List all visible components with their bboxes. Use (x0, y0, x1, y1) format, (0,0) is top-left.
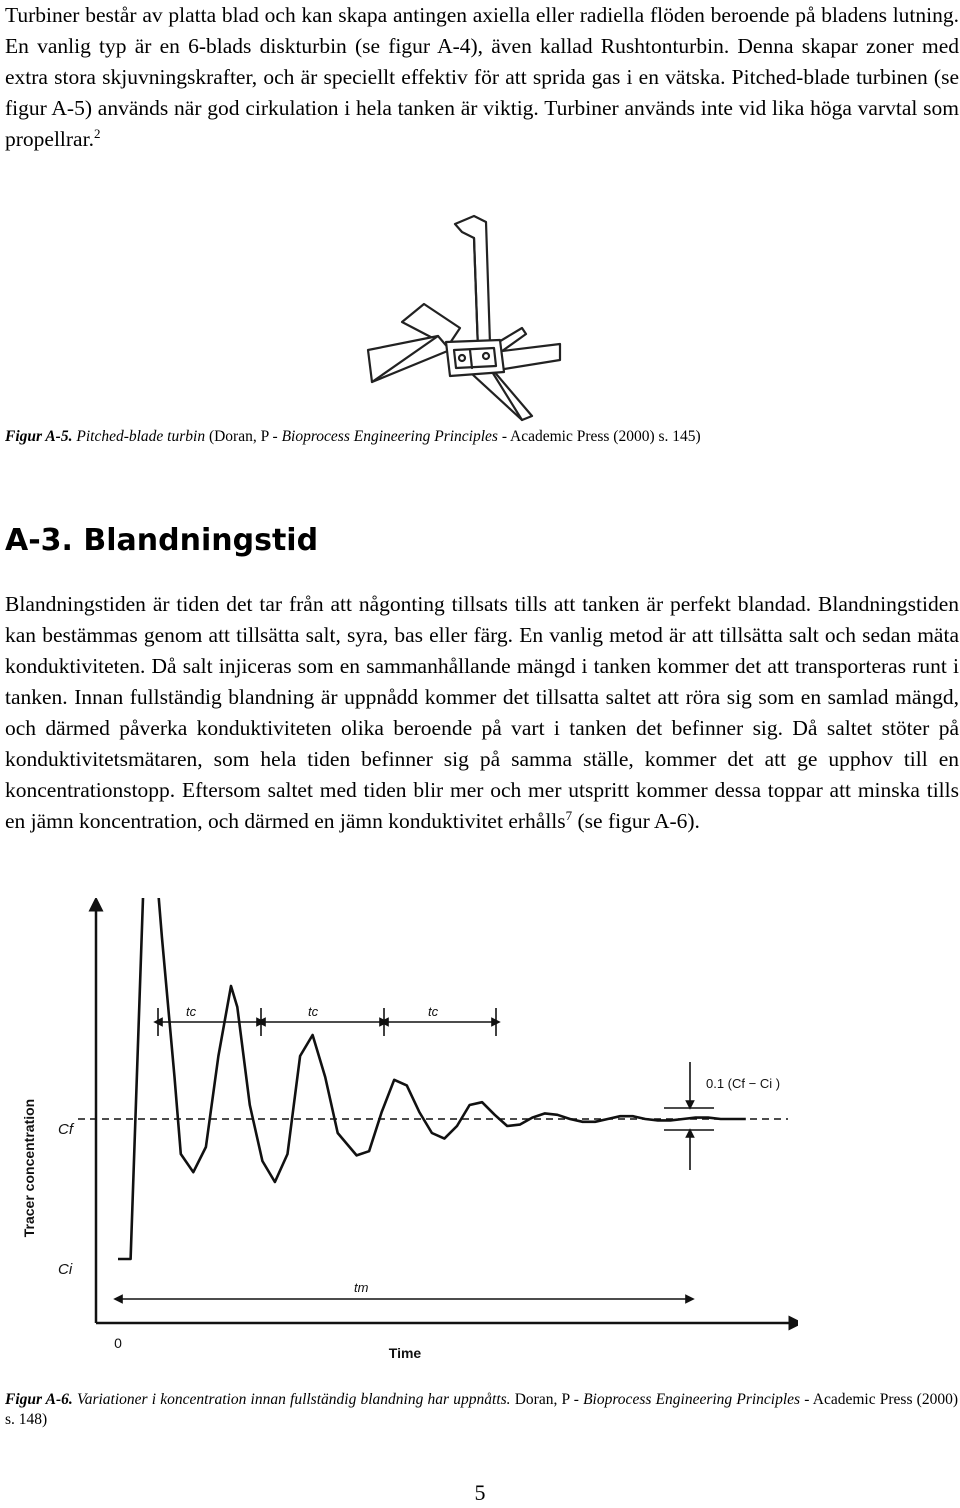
figure-a5-source-open: (Doran, P - (205, 428, 282, 445)
figure-a6-source-open: Doran, P - (510, 1391, 584, 1408)
tc-label-2: tc (308, 1004, 319, 1019)
footnote-ref: 2 (93, 125, 101, 141)
intro-paragraph (5, 0, 959, 155)
x-tick-label-0: 0 (114, 1335, 122, 1351)
tc-label-3: tc (428, 1004, 439, 1019)
page-number: 5 (474, 1480, 486, 1505)
figure-a5-book: Bioprocess Engineering Principles (281, 428, 498, 445)
figure-a6-book: Bioprocess Engineering Principles (583, 1391, 801, 1408)
tm-label: tm (354, 1280, 369, 1295)
section-heading: A-3. Blandningstid (5, 523, 319, 558)
figure-a5-caption (5, 427, 955, 447)
tracer-concentration-chart (18, 898, 798, 1368)
figure-a6-text: Variationer i koncentration innan fullständig blandning har uppnåtts. (76, 1391, 511, 1408)
y-tick-label-ci: Ci (58, 1261, 73, 1278)
section-paragraph (5, 589, 959, 837)
tc-label-1: tc (186, 1004, 197, 1019)
figure-a5-title: Pitched-blade turbin (76, 428, 206, 445)
band-label: 0.1 (Cf − Ci ) (706, 1076, 781, 1091)
intro-text: Turbiner består av platta blad och kan skapa antingen axiella eller radiella flöden beroende på bladens lutning. En vanlig typ är en 6-blads diskturbin (se figur A-4), även kallad Rushtonturbin. Denna skapar zoner med extra stora skjuvningskrafter, och är speciellt effektiv för att sprida gas i en vätska. Pitched-blade turbinen (se figur A-5) används när god cirkulation i hela tanken är viktig. Turbiner används inte vid lika höga varvtal som propellrar. (5, 3, 959, 151)
figure-a5-source-close: - Academic Press (2000) s. 145) (497, 428, 701, 445)
pitched-blade-turbine-illustration (362, 210, 566, 422)
figure-a6-source-close: - Academic Press (2000) s. 148) (5, 1391, 958, 1428)
y-axis-label: Tracer concentration (21, 1098, 37, 1238)
series-line-tracer (118, 898, 746, 1259)
figure-a5-label: Figur A-5. (5, 428, 73, 445)
figure-a6-caption (5, 1390, 958, 1430)
section-body-end: (se figur A-6). (572, 809, 700, 833)
y-tick-label-cf: Cf (58, 1121, 73, 1138)
section-body: Blandningstiden är tiden det tar från att någonting tillsats tills att tanken är perfekt blandad. Blandningstiden kan bestämmas genom att tillsätta salt, syra, bas eller färg. En vanlig metod är att tillsätta salt och sedan mäta konduktiviteten. Då salt injiceras som en sammanhållande mängd i tanken kommer det att transporteras runt i tanken. Innan fullständig blandning är uppnådd kommer det tillsatta saltet att röra sig som en samlad mängd, och därmed påverka konduktiviteten olika beroende på vart i tanken det befinner sig. Då saltet stöter på konduktivitetsmätaren, som hela tiden befinner sig på samma ställe, kommer det att ge upphov till en koncentrationstopp. Eftersom saltet med tiden blir mer och mer utspritt kommer dessa toppar att minska tills en jämn koncentration, och därmed en jämn konduktivitet erhålls (5, 592, 959, 833)
figure-a6-label: Figur A-6. (5, 1391, 73, 1408)
footnote-ref-7: 7 (565, 807, 573, 823)
x-axis-label: Time (388, 1345, 422, 1361)
